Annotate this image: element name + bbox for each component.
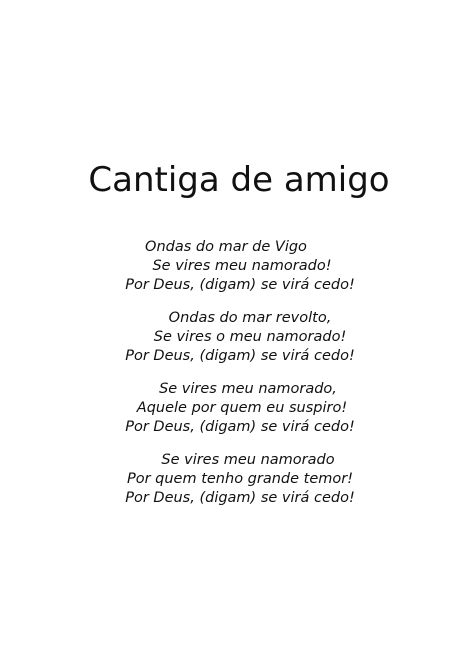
poem-line: Se vires o meu namorado! <box>153 329 347 345</box>
stanza-1 <box>0 238 472 295</box>
stanza-2 <box>0 309 472 366</box>
poem-line: Se vires meu namorado! <box>152 258 332 274</box>
stanza-3 <box>0 380 472 437</box>
poem-line: Por Deus, (digam) se virá cedo! <box>125 348 355 364</box>
poem-line: Se vires meu namorado, <box>159 381 337 397</box>
poem-line: Se vires meu namorado <box>161 452 335 468</box>
poem-line: Ondas do mar de Vigo <box>145 239 307 255</box>
page-title: Cantiga de amigo <box>88 160 390 200</box>
poem-line: Por quem tenho grande temor! <box>126 471 354 487</box>
poem-line: Por Deus, (digam) se virá cedo! <box>125 490 355 506</box>
stanza-4 <box>0 451 472 508</box>
poem-line: Ondas do mar revolto, <box>168 310 332 326</box>
poem-line: Por Deus, (digam) se virá cedo! <box>125 419 355 435</box>
poem-line: Aquele por quem eu suspiro! <box>136 400 348 416</box>
poem-body <box>0 238 472 522</box>
poem-line: Por Deus, (digam) se virá cedo! <box>125 277 355 293</box>
